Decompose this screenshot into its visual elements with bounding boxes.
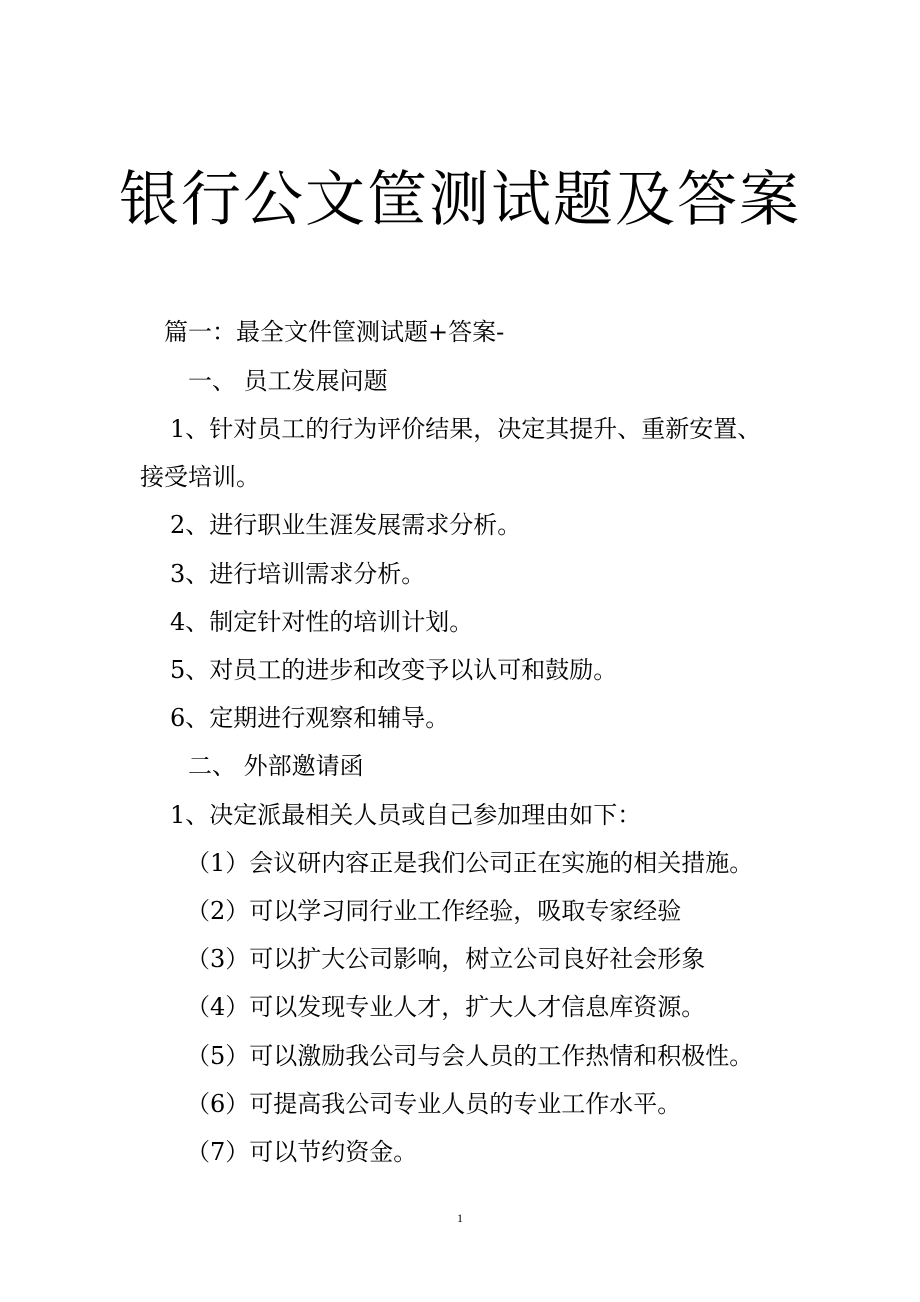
list-item-1-line-1: 1、针对员工的行为评价结果，决定其提升、重新安置、: [170, 415, 762, 443]
list-item-3: 3、进行培训需求分析。: [170, 560, 426, 588]
reason-item-2: （2）可以学习同行业工作经验，吸取专家经验: [186, 897, 682, 925]
reason-item-7: （7）可以节约资金。: [186, 1138, 418, 1166]
list-item-reasons-intro: 1、决定派最相关人员或自己参加理由如下：: [170, 801, 642, 829]
reason-item-3: （3）可以扩大公司影响，树立公司良好社会形象: [186, 945, 706, 973]
reason-item-6: （6）可提高我公司专业人员的专业工作水平。: [186, 1090, 682, 1118]
list-item-2: 2、进行职业生涯发展需求分析。: [170, 511, 522, 539]
reason-item-5: （5）可以激励我公司与会人员的工作热情和积极性。: [186, 1042, 754, 1070]
list-item-4: 4、制定针对性的培训计划。: [170, 608, 474, 636]
reason-item-1: （1）会议研内容正是我们公司正在实施的相关措施。: [186, 849, 754, 877]
section-heading-external-invitation: 二、 外部邀请函: [188, 752, 364, 780]
section-heading-employee-development: 一、 员工发展问题: [188, 367, 388, 395]
list-item-5: 5、对员工的进步和改变予以认可和鼓励。: [170, 656, 618, 684]
list-item-6: 6、定期进行观察和辅导。: [170, 704, 450, 732]
list-item-1-line-2: 接受培训。: [140, 463, 260, 491]
reason-item-4: （4）可以发现专业人才，扩大人才信息库资源。: [186, 993, 706, 1021]
page-number: 1: [457, 1211, 463, 1225]
section-heading-part-one: 篇一：最全文件筐测试题+答案-: [164, 318, 505, 346]
document-title: 银行公文筐测试题及答案: [119, 165, 801, 235]
